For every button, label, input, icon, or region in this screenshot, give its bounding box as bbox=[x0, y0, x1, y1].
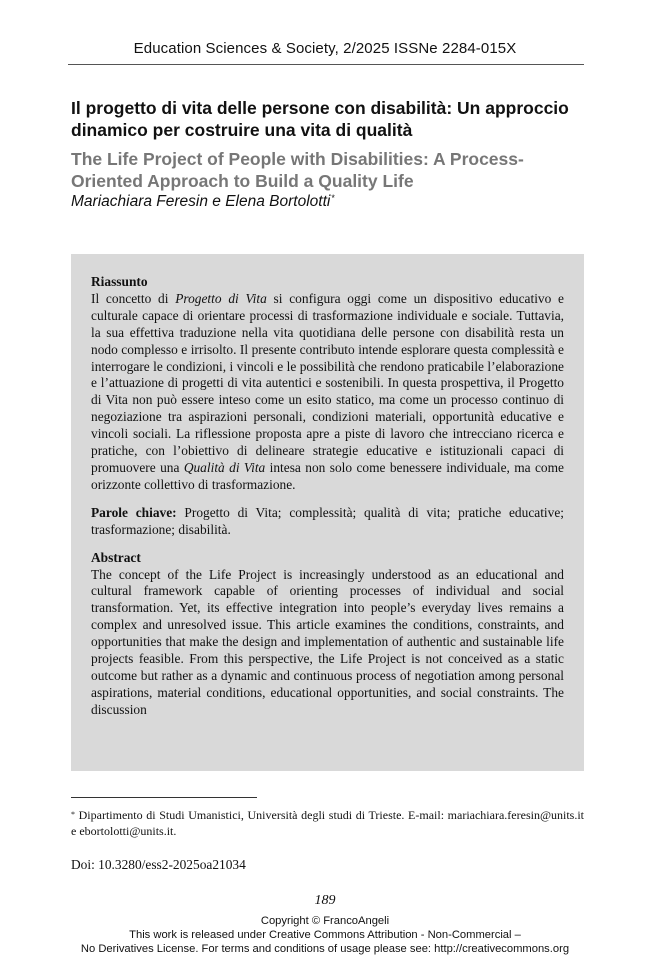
abstract-content bbox=[91, 274, 564, 719]
abstract-box bbox=[71, 254, 584, 771]
author-names: Mariachiara Feresin e Elena Bortolotti bbox=[71, 193, 331, 210]
keywords bbox=[91, 505, 564, 539]
keywords-label: Parole chiave: bbox=[91, 504, 177, 520]
riassunto-seg-3: intesa non solo come benessere individuale, ma come orizzonte collettivo di trasformazione. bbox=[91, 459, 564, 492]
copyright-line-1: Copyright © FrancoAngeli bbox=[260, 915, 390, 927]
footnote-mark: * bbox=[71, 810, 75, 819]
abstract-text: The concept of the Life Project is increasingly understood as an educational and cultural framework capable of orienting processes of individual and social transformation. Yet, its effective integration into people’s everyday lives remains a complex and unresolved issue. This article examines the conditions, constraints, and opportunities that make the design and implementation of authentic and sustainable life projects feasible. From this perspective, the Life Project is not conceived as a static outcome but rather as a dynamic and continuous process of negotiation among personal aspirations, material conditions, educational opportunities, and social constraints. The discussion bbox=[91, 566, 564, 717]
title-english: The Life Project of People with Disabilities: A Process-Oriented Approach to Build a Quality Life bbox=[71, 149, 524, 191]
footnote bbox=[71, 807, 584, 839]
authors bbox=[71, 193, 335, 211]
footnote-text: Dipartimento di Studi Umanistici, Università degli studi di Trieste. E-mail: mariachiara.feresin@units.it e ebortolotti@units.it. bbox=[71, 808, 584, 838]
riassunto-seg-1: Il concetto di bbox=[91, 290, 176, 306]
author-footnote-mark: * bbox=[331, 193, 335, 203]
copyright-line-2: This work is released under Creative Commons Attribution - Non-Commercial – bbox=[129, 929, 521, 941]
doi: Doi: 10.3280/ess2-2025oa21034 bbox=[71, 857, 246, 872]
header-rule bbox=[68, 64, 584, 65]
riassunto-text bbox=[91, 291, 564, 494]
riassunto-seg-2: si configura oggi come un dispositivo educativo e culturale capace di orientare processi di trasformazione individuale e sociale. Tuttavia, la sua effettiva traduzione nella vita quotidiana delle persone con disabilità resta un nodo complesso e irrisolto. Il presente contributo intende esplorare questa complessità e interrogare le condizioni, i vincoli e le possibilità che rendono praticabile l’elaborazione e l’attuazione di progetti di vita autentici e sostenibili. In questa prospettiva, il Progetto di Vita non può essere inteso come un esito statico, ma come un processo continuo di negoziazione tra aspirazioni personali, condizioni materiali, opportunità educative e vincoli sociali. La riflessione proposta apre a piste di lavoro che intrecciano ricerca e pratiche, con l’obiettivo di delineare strategie educative e istituzionali capaci di promuovere una bbox=[91, 290, 565, 475]
keywords-text: Progetto di Vita; complessità; qualità di vita; pratiche educative; trasformazione; disabilità. bbox=[91, 504, 565, 537]
riassunto-heading: Riassunto bbox=[91, 274, 148, 289]
journal-header: Education Sciences & Society, 2/2025 ISSNe 2284-015X bbox=[133, 40, 517, 57]
abstract-heading: Abstract bbox=[91, 549, 141, 565]
title-italian: Il progetto di vita delle persone con disabilità: Un approccio dinamico per costruire una vita di qualità bbox=[71, 98, 569, 140]
riassunto-em-2: Qualità di Vita bbox=[183, 459, 266, 475]
page-number: 189 bbox=[314, 893, 336, 908]
footnote-rule bbox=[71, 797, 257, 798]
riassunto-em-1: Progetto di Vita bbox=[175, 290, 267, 306]
copyright-line-3: No Derivatives License. For terms and conditions of usage please see: http://creativecommons.org bbox=[80, 943, 570, 955]
